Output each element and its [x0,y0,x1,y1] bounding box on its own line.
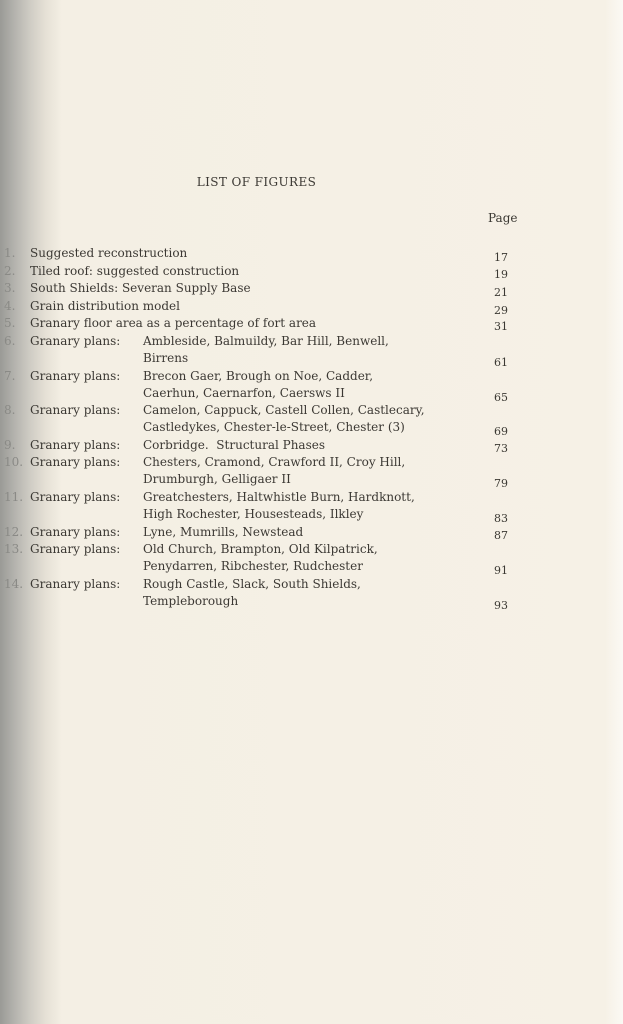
figure-desc-line2: Penydarren, Ribchester, Rudchester [143,559,363,573]
figure-number: 9. [4,438,16,452]
figure-desc-line2: High Rochester, Housesteads, Ilkley [143,507,364,521]
figure-page: 29 [494,304,508,317]
figure-desc-line1: Greatchesters, Haltwhistle Burn, Hardknott, [143,490,415,504]
figure-number: 4. [4,299,16,313]
figure-number: 14. [4,577,24,591]
figure-number: 8. [4,403,16,417]
figure-desc-line1: Ambleside, Balmuildy, Bar Hill, Benwell, [143,334,389,348]
figure-title: Suggested reconstruction [30,246,188,260]
figure-desc-line2: Templeborough [143,594,239,608]
figure-label: Granary plans: [30,542,121,556]
figure-title: Tiled roof: suggested construction [30,264,240,278]
figure-desc-line2: Birrens [143,351,189,365]
figure-desc-line1: Rough Castle, Slack, South Shields, [143,577,361,591]
figure-label: Granary plans: [30,455,121,469]
figure-page: 31 [494,320,508,333]
figure-page: 79 [494,477,508,490]
figure-label: Granary plans: [30,334,121,348]
figure-number: 1. [4,246,16,260]
figure-page: 83 [494,512,508,525]
figure-desc-line1: Camelon, Cappuck, Castell Collen, Castlecary, [143,403,425,417]
figure-page: 93 [494,599,508,612]
figure-desc-line2: Castledykes, Chester-le-Street, Chester (3) [143,420,405,434]
figure-desc-line1: Lyne, Mumrills, Newstead [143,525,304,539]
figure-page: 87 [494,529,508,542]
figure-number: 12. [4,525,24,539]
page-column-header: Page [488,211,518,225]
figure-title: Granary floor area as a percentage of fort area [30,316,317,330]
figure-number: 7. [4,369,16,383]
figure-page: 21 [494,286,508,299]
figure-page: 69 [494,425,508,438]
figure-desc-line2: Caerhun, Caernarfon, Caersws II [143,386,345,400]
figure-number: 5. [4,316,16,330]
figure-desc-line1: Chesters, Cramond, Crawford II, Croy Hill, [143,455,406,469]
figure-number: 11. [4,490,24,504]
figure-number: 10. [4,455,24,469]
figure-desc-line1: Brecon Gaer, Brough on Noe, Cadder, [143,369,374,383]
page-title: LIST OF FIGURES [196,175,317,189]
figure-label: Granary plans: [30,403,121,417]
figure-title: South Shields: Severan Supply Base [30,281,251,295]
figure-page: 17 [494,251,508,264]
figure-number: 3. [4,281,16,295]
figure-desc-line1: Old Church, Brampton, Old Kilpatrick, [143,542,378,556]
figure-label: Granary plans: [30,490,121,504]
figure-page: 61 [494,356,508,369]
figure-page: 19 [494,268,508,281]
figure-page: 91 [494,564,508,577]
figure-desc-line1: Corbridge. Structural Phases [143,438,326,452]
figure-number: 2. [4,264,16,278]
figure-number: 13. [4,542,24,556]
figure-number: 6. [4,334,16,348]
figure-page: 73 [494,442,508,455]
figure-label: Granary plans: [30,577,121,591]
figure-label: Granary plans: [30,438,121,452]
figure-label: Granary plans: [30,525,121,539]
figure-desc-line2: Drumburgh, Gelligaer II [143,472,291,486]
figure-title: Grain distribution model [30,299,180,313]
figure-page: 65 [494,391,508,404]
figure-label: Granary plans: [30,369,121,383]
